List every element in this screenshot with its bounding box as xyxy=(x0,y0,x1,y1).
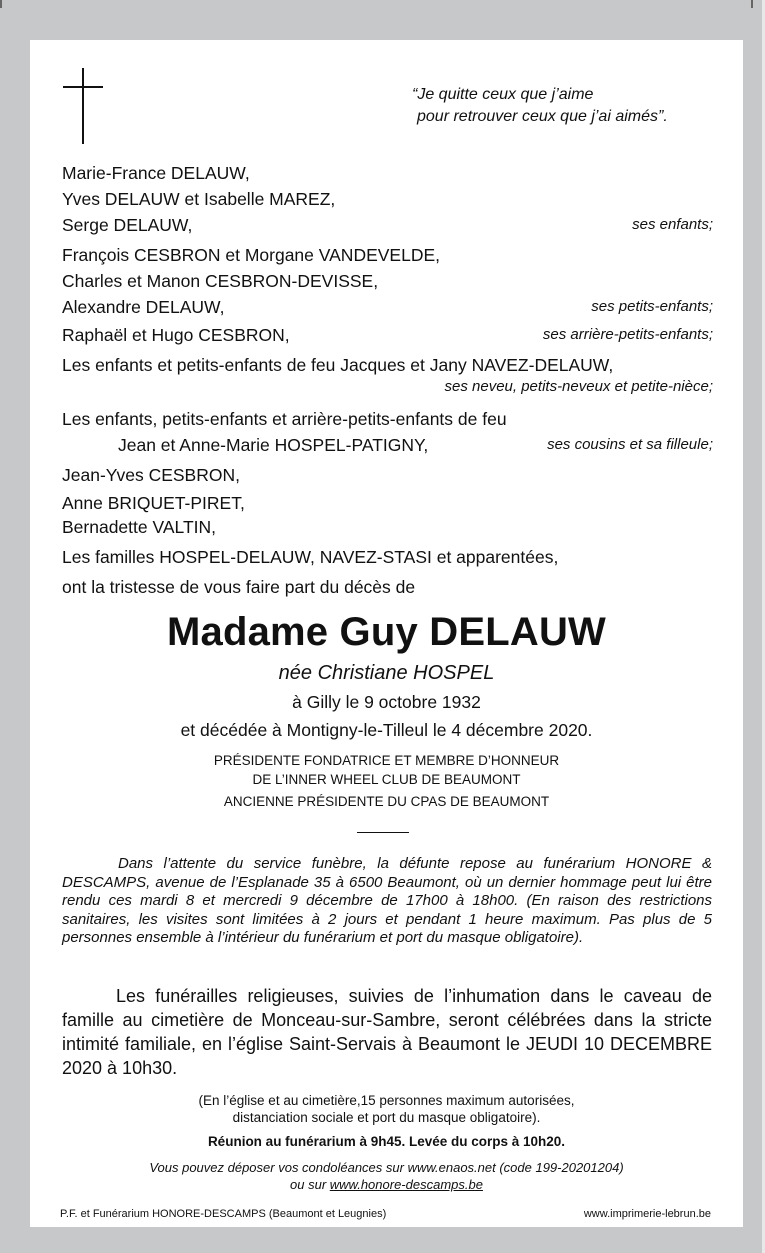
announcement-line: ont la tristesse de vous faire part du décès de xyxy=(62,577,416,597)
meeting-info: Réunion au funérarium à 9h45. Levée du corps à 10h20. xyxy=(207,1134,566,1149)
footer-left: P.F. et Funérarium HONORE-DESCAMPS (Beaumont et Leugnies) xyxy=(60,1208,387,1220)
family-line: Charles et Manon CESBRON-DEVISSE, xyxy=(62,271,379,291)
relation-label: ses arrière-petits-enfants; xyxy=(542,326,713,343)
funeral-text: Les funérailles religieuses, suivies de l’inhumation dans le caveau de famille au cimetière de Monceau-sur-Sambre, seront célébrées dans la stricte intimité familiale, en l’église Saint-Servais à Beaumont le JEUDI 10 DECEMBRE 2020 à 10h30. xyxy=(62,986,712,1078)
crop-mark-left xyxy=(0,0,2,8)
funeral-paragraph xyxy=(62,984,712,1080)
family-line: Les enfants et petits-enfants de feu Jacques et Jany NAVEZ-DELAUW, xyxy=(62,355,614,375)
restriction-note: (En l’église et au cimetière,15 personnes maximum autorisées, xyxy=(198,1093,575,1108)
quote-line-2: pour retrouver ceux que j’ai aimés”. xyxy=(417,108,668,125)
family-line: François CESBRON et Morgane VANDEVELDE, xyxy=(62,245,441,265)
title-line: DE L’INNER WHEEL CLUB DE BEAUMONT xyxy=(252,772,521,787)
funerarium-paragraph xyxy=(62,855,712,948)
family-line: Jean-Yves CESBRON, xyxy=(62,465,240,485)
family-line: Les familles HOSPEL-DELAUW, NAVEZ-STASI et apparentées, xyxy=(62,547,559,567)
family-line: Raphaël et Hugo CESBRON, xyxy=(62,325,290,345)
deceased-name: Madame Guy DELAUW xyxy=(166,610,606,654)
quote-line-1: “Je quitte ceux que j’aime xyxy=(412,86,594,103)
birth-line: à Gilly le 9 octobre 1932 xyxy=(292,692,481,712)
condolences-line xyxy=(30,1177,743,1193)
footer-right: www.imprimerie-lebrun.be xyxy=(583,1208,711,1220)
epitaph-quote xyxy=(412,84,722,128)
obituary-card xyxy=(30,40,743,1227)
condolences-link[interactable]: www.honore-descamps.be xyxy=(329,1177,483,1192)
family-line: Yves DELAUW et Isabelle MAREZ, xyxy=(62,189,336,209)
funerarium-text: Dans l’attente du service funèbre, la défunte repose au funérarium HONORE & DESCAMPS, avenue de l’Esplanade 35 à 6500 Beaumont, où un dernier hommage peut lui être rendu ces mardi 8 et mercredi 9 décembre de 17h00 à 18h00. (En raison des restrictions sanitaires, les visites sont limitées à 2 jours et pendant 1 heure maximum. Pas plus de 5 personnes ensemble à l’intérieur du funérarium et port du masque obligatoire). xyxy=(62,855,712,947)
family-line: Marie-France DELAUW, xyxy=(62,163,250,183)
family-line: Bernadette VALTIN, xyxy=(62,517,217,537)
maiden-name: née Christiane HOSPEL xyxy=(278,662,495,684)
relation-label: ses enfants; xyxy=(632,216,713,233)
family-line: Jean et Anne-Marie HOSPEL-PATIGNY, xyxy=(118,435,429,455)
family-line: Les enfants, petits-enfants et arrière-petits-enfants de feu xyxy=(62,409,507,429)
family-name: Serge DELAUW, xyxy=(62,215,193,235)
family-line: Alexandre DELAUW, xyxy=(62,297,225,317)
title-line: ANCIENNE PRÉSIDENTE DU CPAS DE BEAUMONT xyxy=(223,794,550,809)
cross-icon xyxy=(82,68,84,144)
death-line: et décédée à Montigny-le-Tilleul le 4 décembre 2020. xyxy=(180,720,593,740)
cross-icon-bar xyxy=(63,86,103,88)
relation-label: ses cousins et sa filleule; xyxy=(547,436,713,453)
relation-label: ses petits-enfants; xyxy=(591,298,713,315)
restriction-note: distanciation sociale et port du masque obligatoire). xyxy=(232,1110,541,1125)
title-line: PRÉSIDENTE FONDATRICE ET MEMBRE D’HONNEUR xyxy=(213,753,560,768)
condolences-line: Vous pouvez déposer vos condoléances sur www.enaos.net (code 199-20201204) xyxy=(149,1160,624,1175)
divider xyxy=(357,832,409,833)
family-line: Anne BRIQUET-PIRET, xyxy=(62,493,245,513)
relation-label: ses neveu, petits-neveux et petite-nièce; xyxy=(444,378,713,395)
family-line xyxy=(62,214,712,236)
condolences-prefix: ou sur xyxy=(290,1177,330,1192)
crop-mark-right xyxy=(751,0,753,8)
